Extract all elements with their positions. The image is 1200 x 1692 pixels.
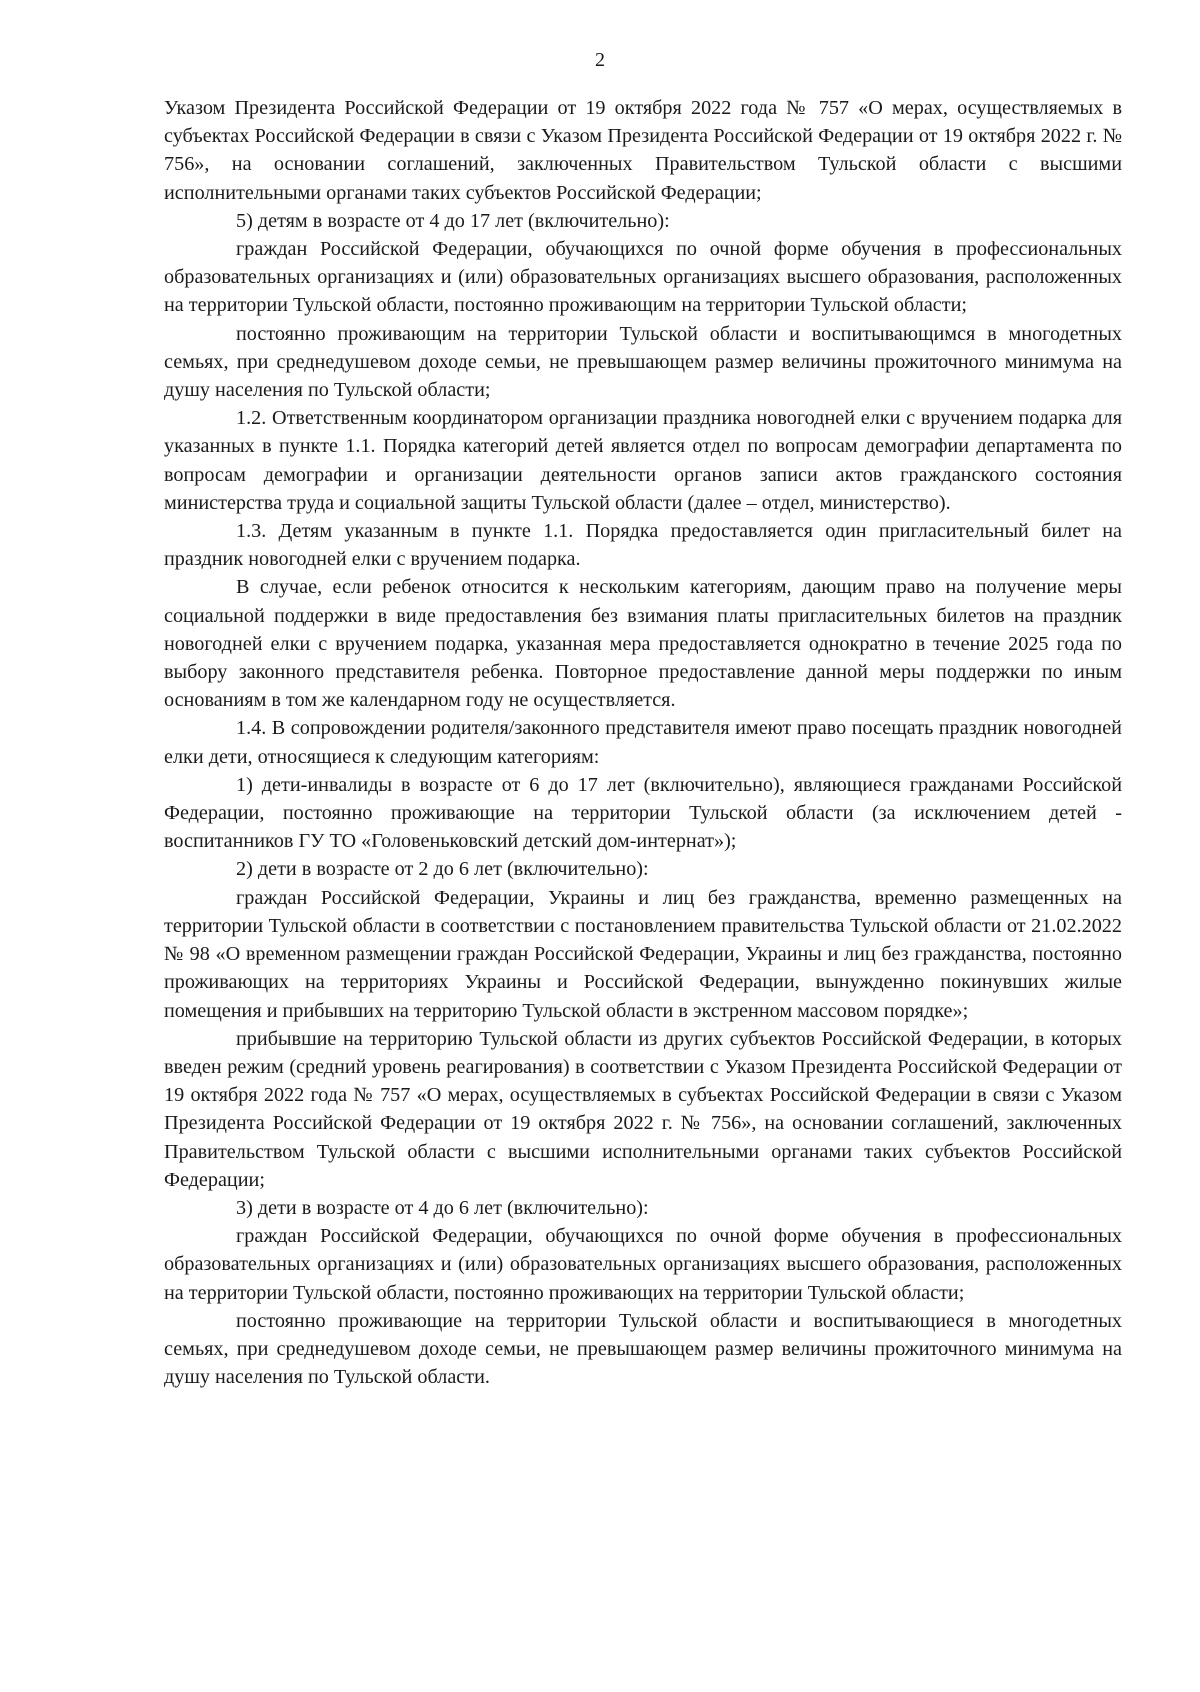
page-number: 2 — [595, 49, 605, 71]
paragraph-continuation: Указом Президента Российской Федерации от 19 октября 2022 года № 757 «О мерах, осуществляемых в субъектах Российской Федерации в связи с Указом Президента Российской Федерации от 19 октября 2022 г. № 756», на основании соглашений, заключенных Правительством Тульской области с высшими исполнительными органами таких субъектов Российской Федерации; — [164, 97, 1122, 204]
paragraph-item-3: 3) дети в возрасте от 4 до 6 лет (включительно): — [236, 1196, 649, 1219]
paragraph: постоянно проживающие на территории Тульской области и воспитывающиеся в многодетных семьях, при среднедушевом доходе семьи, не превышающем размер величины прожиточного минимума на душу населения по Тульской области. — [164, 1309, 1122, 1389]
paragraph-item-5: 5) детям в возрасте от 4 до 17 лет (включительно): — [236, 209, 670, 232]
document-body — [164, 94, 1122, 1391]
paragraph: граждан Российской Федерации, обучающихся по очной форме обучения в профессиональных образовательных организациях и (или) образовательных организациях высшего образования, расположенных на территории Тульской области, постоянно проживающим на территории Тульской области; — [164, 238, 1122, 317]
paragraph-item-2: 2) дети в возрасте от 2 до 6 лет (включительно): — [236, 858, 649, 881]
paragraph-item-1: 1) дети-инвалиды в возрасте от 6 до 17 лет (включительно), являющиеся гражданами Российской Федерации, постоянно проживающие на территории Тульской области (за исключением детей - воспитанников ГУ ТО «Головеньковский детский дом-интернат»); — [164, 773, 1122, 853]
paragraph-clause-1-3: 1.3. Детям указанным в пункте 1.1. Порядка предоставляется один пригласительный билет на праздник новогодней елки с вручением подарка. — [164, 520, 1122, 571]
paragraph: граждан Российской Федерации, Украины и лиц без гражданства, временно размещенных на территории Тульской области в соответствии с постановлением правительства Тульской области от 21.02.2022 № 98 «О временном размещении граждан Российской Федерации, Украины и лиц без гражданства, постоянно проживающих на территориях Украины и Российской Федерации, вынужденно покинувших жилые помещения и прибывших на территорию Тульской области в экстренном массовом порядке»; — [164, 886, 1122, 1022]
paragraph: В случае, если ребенок относится к нескольким категориям, дающим право на получение меры социальной поддержки в виде предоставления без взимания платы пригласительных билетов на праздник новогодней елки с вручением подарка, указанная мера предоставляется однократно в течение 2025 года по выбору законного представителя ребенка. Повторное предоставление данной меры поддержки по иным основаниям в том же календарном году не осуществляется. — [164, 576, 1122, 712]
paragraph-clause-1-2: 1.2. Ответственным координатором организации праздника новогодней елки с вручением подарка для указанных в пункте 1.1. Порядка категорий детей является отдел по вопросам демографии департамента по вопросам демографии и организации деятельности органов записи актов гражданского состояния министерства труда и социальной защиты Тульской области (далее – отдел, министерство). — [164, 407, 1122, 514]
paragraph-clause-1-4: 1.4. В сопровождении родителя/законного представителя имеют право посещать праздник новогодней елки дети, относящиеся к следующим категориям: — [164, 717, 1122, 768]
paragraph: постоянно проживающим на территории Тульской области и воспитывающимся в многодетных семьях, при среднедушевом доходе семьи, не превышающем размер величины прожиточного минимума на душу населения по Тульской области; — [164, 322, 1122, 402]
paragraph: граждан Российской Федерации, обучающихся по очной форме обучения в профессиональных образовательных организациях и (или) образовательных организациях высшего образования, расположенных на территории Тульской области, постоянно проживающих на территории Тульской области; — [164, 1225, 1122, 1304]
paragraph: прибывшие на территорию Тульской области из других субъектов Российской Федерации, в которых введен режим (средний уровень реагирования) в соответствии с Указом Президента Российской Федерации от 19 октября 2022 года № 757 «О мерах, осуществляемых в субъектах Российской Федерации в связи с Указом Президента Российской Федерации от 19 октября 2022 г. № 756», на основании соглашений, заключенных Правительством Тульской области с высшими исполнительными органами таких субъектов Российской Федерации; — [164, 1027, 1122, 1191]
